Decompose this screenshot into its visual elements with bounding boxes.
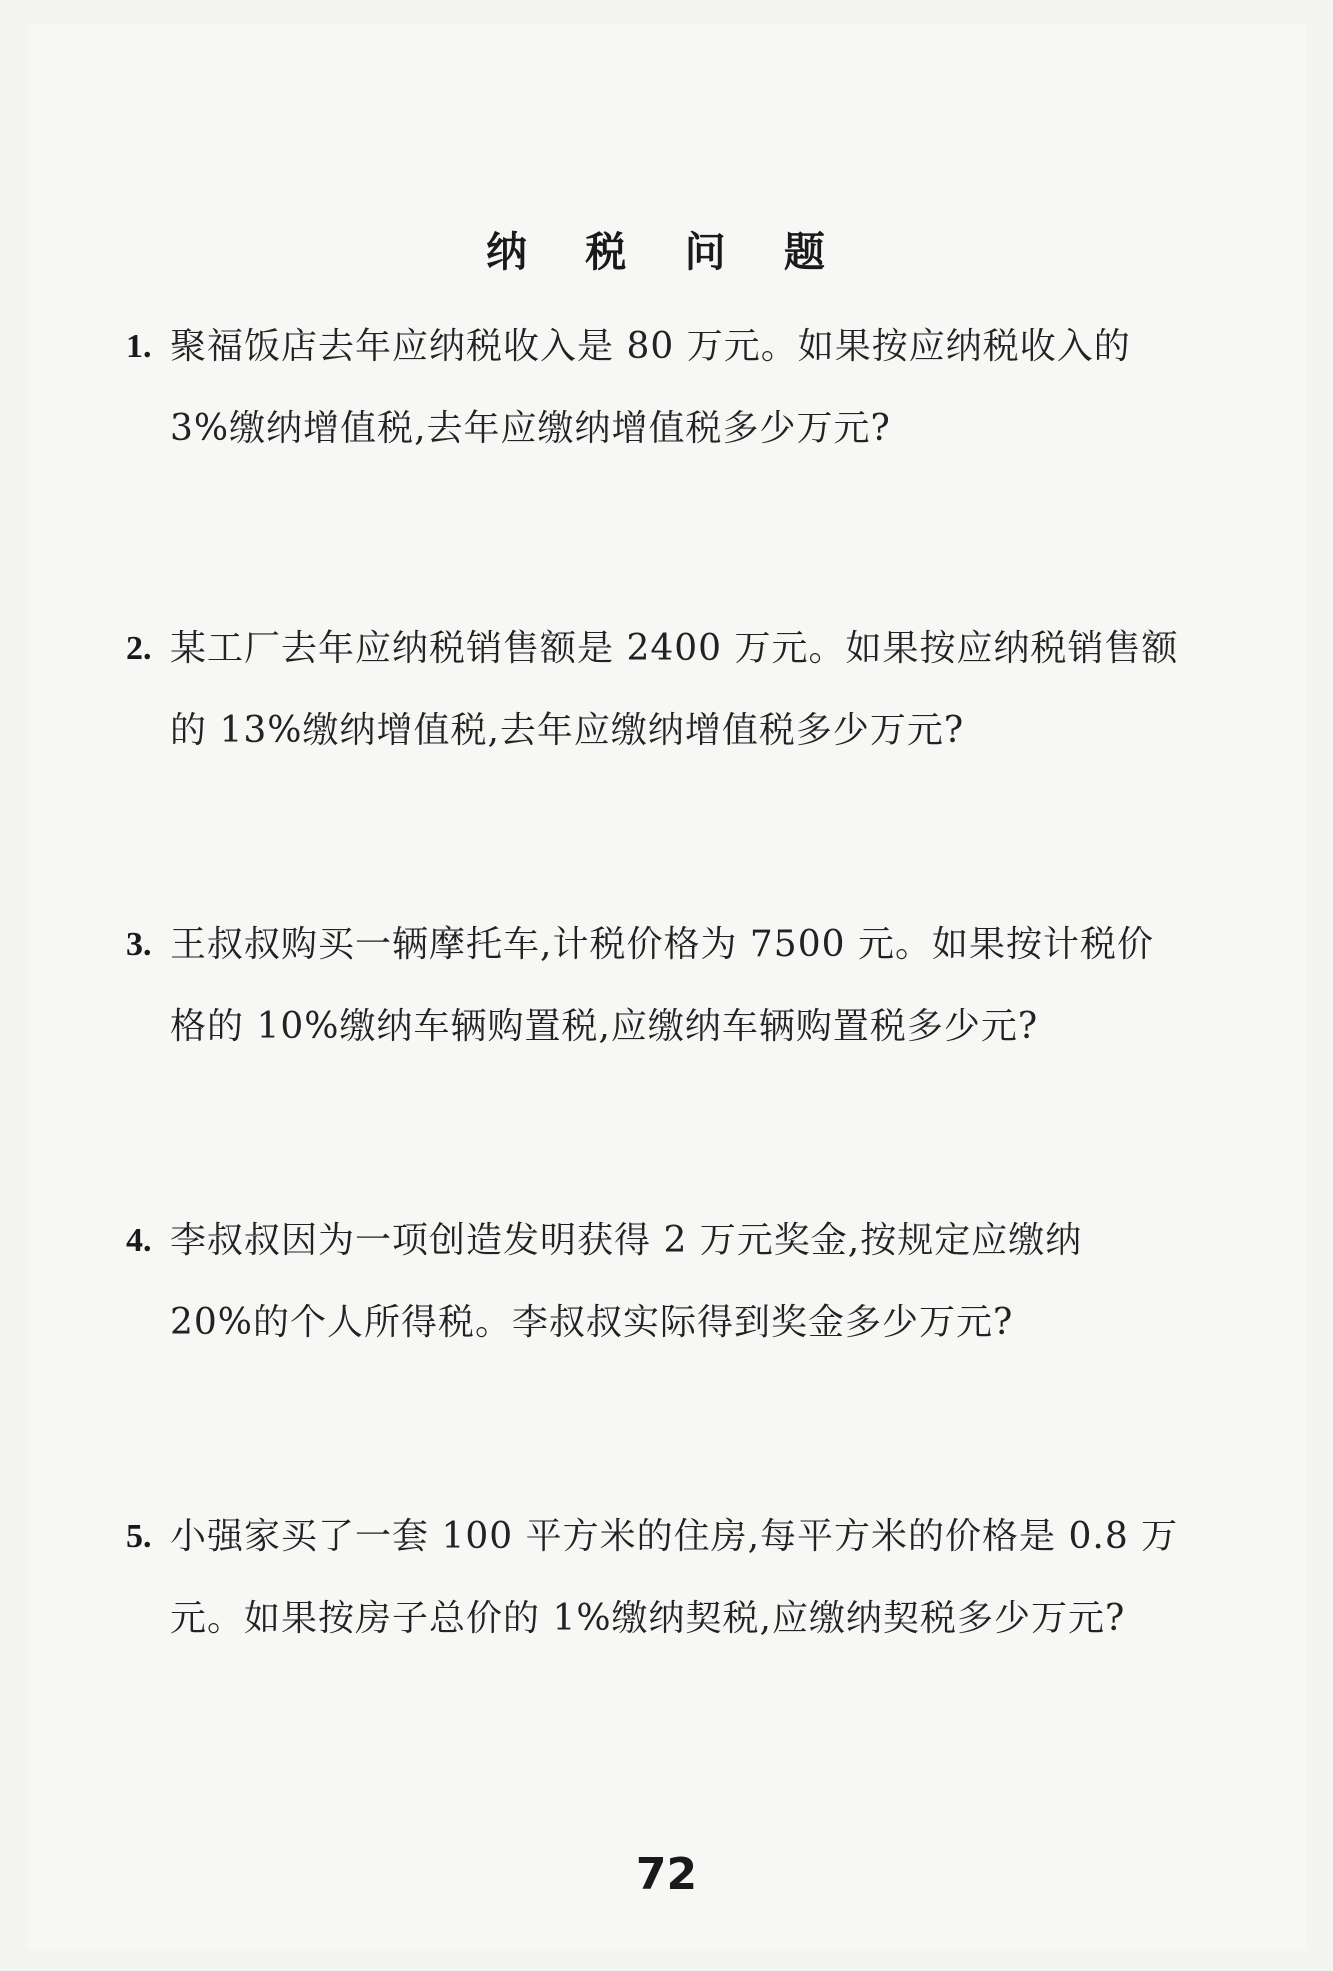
problem-line: 小强家买了一套 100 平方米的住房,每平方米的价格是 0.8 万: [170, 1516, 1179, 1557]
problem-line: 聚福饭店去年应纳税收入是 80 万元。如果按应纳税收入的: [170, 326, 1131, 367]
problem-line: 20%的个人所得税。李叔叔实际得到奖金多少万元?: [170, 1302, 1014, 1343]
problem-number: 5.: [126, 1518, 152, 1555]
problem-text: [170, 608, 1240, 772]
problem-text: [170, 1496, 1240, 1660]
problem-number: 1.: [126, 328, 152, 365]
problem-text: [170, 1200, 1240, 1364]
page-title: 纳 税 问 题: [486, 228, 847, 276]
problem-line: 元。如果按房子总价的 1%缴纳契税,应缴纳契税多少万元?: [170, 1598, 1126, 1639]
problem-text: [170, 904, 1240, 1068]
problem-line: 李叔叔因为一项创造发明获得 2 万元奖金,按规定应缴纳: [170, 1220, 1083, 1261]
problem-line: 的 13%缴纳增值税,去年应缴纳增值税多少万元?: [170, 710, 965, 751]
problem-line: 格的 10%缴纳车辆购置税,应缴纳车辆购置税多少元?: [170, 1006, 1039, 1047]
page-number: 72: [635, 1849, 698, 1900]
problem-number: 2.: [126, 630, 152, 667]
problem-line: 3%缴纳增值税,去年应缴纳增值税多少万元?: [170, 408, 891, 449]
problem-text: [170, 306, 1240, 470]
problem-number: 4.: [126, 1222, 152, 1259]
problem-line: 王叔叔购买一辆摩托车,计税价格为 7500 元。如果按计税价: [170, 924, 1154, 965]
problem-number: 3.: [126, 926, 152, 963]
problem-line: 某工厂去年应纳税销售额是 2400 万元。如果按应纳税销售额: [170, 628, 1179, 669]
